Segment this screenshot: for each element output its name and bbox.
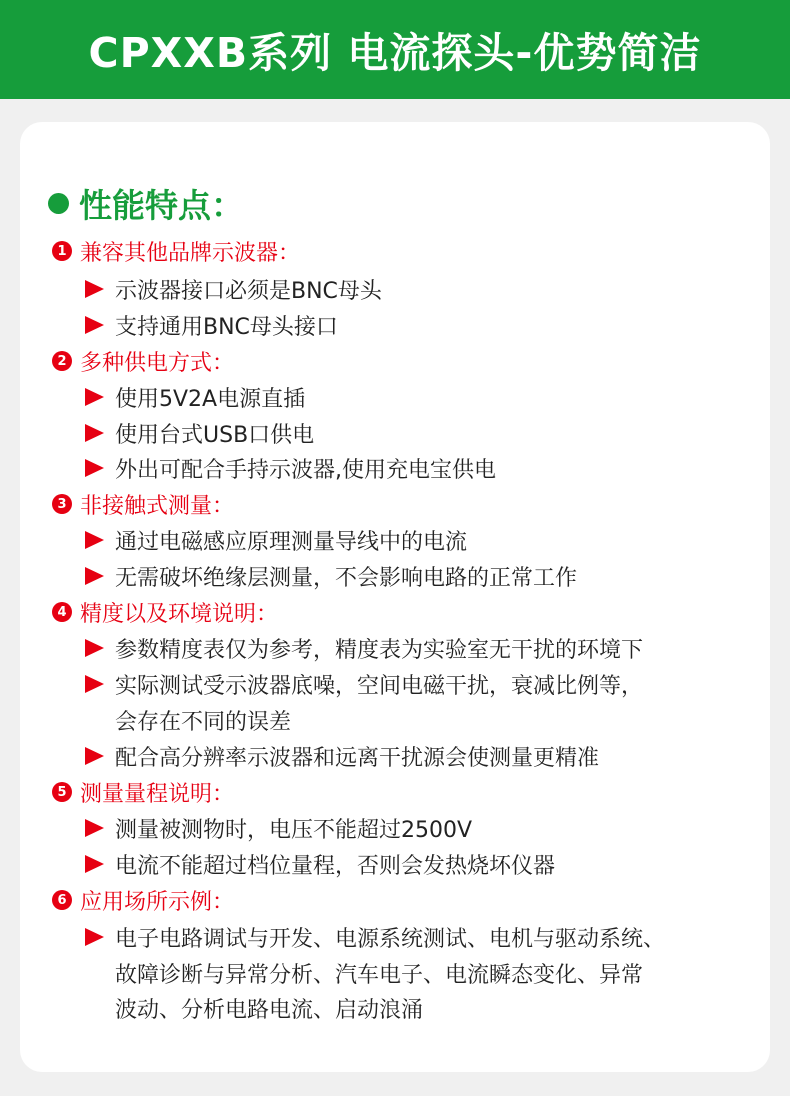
number-badge-icon: 3: [52, 494, 72, 514]
list-item-continuation: [115, 957, 643, 989]
category-1-header: [52, 235, 300, 267]
bullet-text: 示波器接口必须是BNC母头: [115, 278, 382, 304]
list-item: [85, 668, 643, 700]
bullet-text: 电子电路调试与开发、电源系统测试、电机与驱动系统、: [115, 926, 666, 952]
category-2-header: [52, 345, 234, 377]
number-badge-icon: 2: [52, 351, 72, 371]
section-heading: [48, 178, 244, 228]
list-item-continuation: [115, 704, 291, 736]
bullet-text: 故障诊断与异常分析、汽车电子、电流瞬态变化、异常: [115, 962, 644, 988]
bullet-text: 支持通用BNC母头接口: [115, 314, 338, 340]
triangle-bullet-icon: [85, 388, 104, 406]
list-item: [85, 381, 305, 413]
list-item-continuation: [115, 992, 423, 1024]
list-item: [85, 273, 382, 305]
list-item: [85, 740, 599, 772]
list-item: [85, 560, 577, 592]
number-badge-icon: 1: [52, 241, 72, 261]
triangle-bullet-icon: [85, 424, 104, 442]
section-title: 性能特点：: [79, 185, 244, 225]
category-3-header: [52, 488, 234, 520]
category-label: 多种供电方式：: [80, 350, 235, 376]
number-badge-icon: 5: [52, 782, 72, 802]
bullet-text: 电流不能超过档位量程，否则会发热烧坏仪器: [115, 853, 556, 879]
category-5-header: [52, 776, 234, 808]
list-item: [85, 309, 338, 341]
category-label: 兼容其他品牌示波器：: [80, 240, 301, 266]
list-item: [85, 417, 314, 449]
triangle-bullet-icon: [85, 531, 104, 549]
green-dot-icon: [48, 193, 69, 214]
category-label: 应用场所示例：: [80, 889, 235, 915]
triangle-bullet-icon: [85, 928, 104, 946]
list-item: [85, 632, 643, 664]
bullet-text: 实际测试受示波器底噪，空间电磁干扰，衰减比例等，: [115, 673, 644, 699]
bullet-text: 通过电磁感应原理测量导线中的电流: [115, 529, 468, 555]
triangle-bullet-icon: [85, 819, 104, 837]
bullet-text: 使用5V2A电源直插: [115, 386, 306, 412]
page-title: CPXXB系列 电流探头-优势简洁: [88, 29, 702, 77]
bullet-text: 波动、分析电路电流、启动浪涌: [115, 997, 424, 1023]
header-banner: [0, 0, 790, 99]
category-label: 非接触式测量：: [80, 493, 235, 519]
category-4-header: [52, 596, 278, 628]
bullet-text: 配合高分辨率示波器和远离干扰源会使测量更精准: [115, 745, 600, 771]
list-item: [85, 524, 467, 556]
bullet-text: 测量被测物时，电压不能超过2500V: [115, 817, 473, 843]
list-item: [85, 848, 555, 880]
list-item: [85, 452, 496, 484]
bullet-text: 参数精度表仅为参考，精度表为实验室无干扰的环境下: [115, 637, 644, 663]
category-6-header: [52, 884, 234, 916]
bullet-text: 使用台式USB口供电: [115, 422, 315, 448]
number-badge-icon: 6: [52, 890, 72, 910]
triangle-bullet-icon: [85, 459, 104, 477]
triangle-bullet-icon: [85, 747, 104, 765]
triangle-bullet-icon: [85, 316, 104, 334]
bullet-text: 外出可配合手持示波器,使用充电宝供电: [115, 457, 496, 483]
triangle-bullet-icon: [85, 567, 104, 585]
category-label: 测量量程说明：: [80, 781, 235, 807]
triangle-bullet-icon: [85, 280, 104, 298]
triangle-bullet-icon: [85, 855, 104, 873]
number-badge-icon: 4: [52, 602, 72, 622]
bullet-text: 会存在不同的误差: [115, 709, 292, 735]
category-label: 精度以及环境说明：: [80, 601, 279, 627]
list-item: [85, 812, 472, 844]
bullet-text: 无需破坏绝缘层测量，不会影响电路的正常工作: [115, 565, 578, 591]
list-item: [85, 921, 665, 953]
triangle-bullet-icon: [85, 639, 104, 657]
triangle-bullet-icon: [85, 675, 104, 693]
